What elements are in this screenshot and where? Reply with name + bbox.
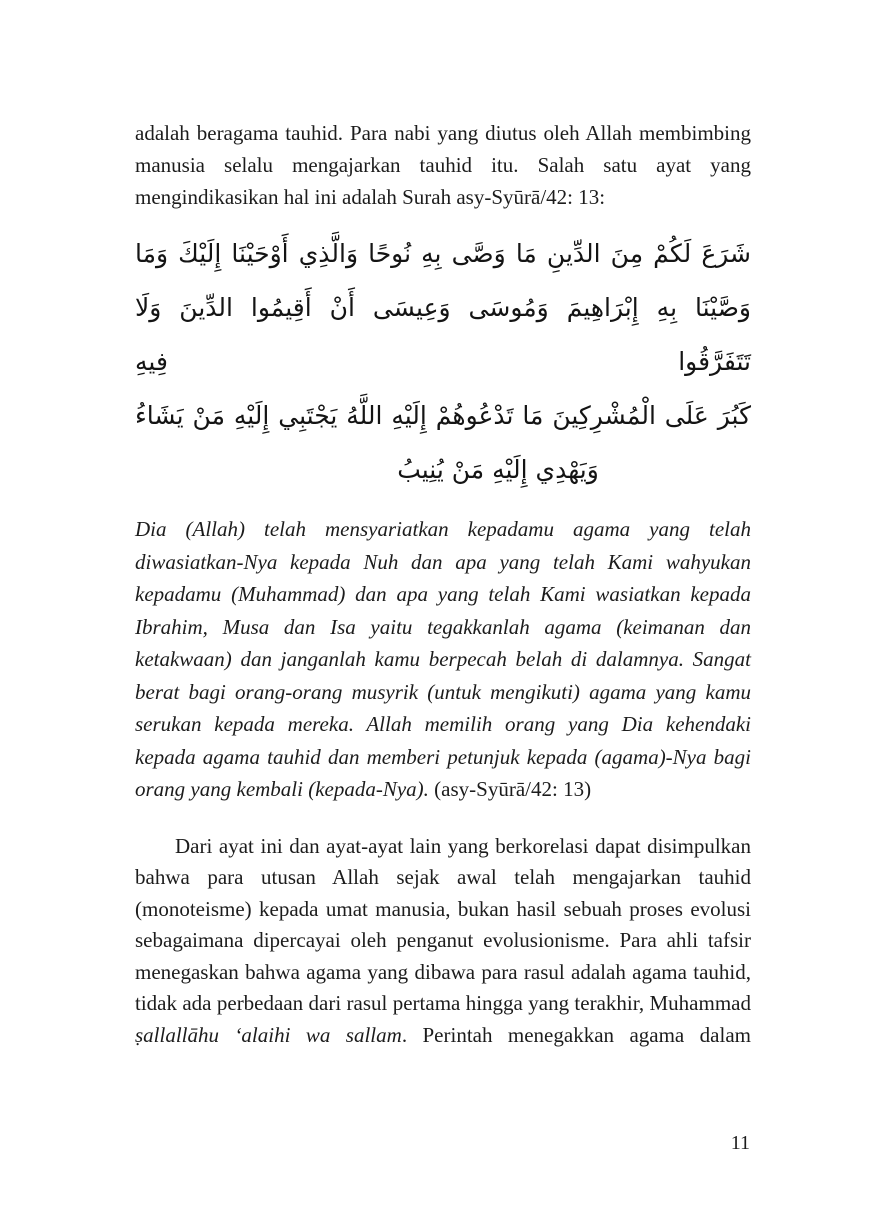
translation-italic-text: Dia (Allah) telah mensyariatkan kepadamu agama yang telah diwasiatkan-Nya kepada Nuh dan apa yang telah Kami wahyukan kepadamu (Muhammad) dan apa yang telah Kami wasiatkan kepada Ibrahim, Musa dan Isa yaitu tegakkanlah agama (keimanan dan ketakwaan) dan janganlah kamu berpecah belah di dalamnya. Sangat berat bagi orang-orang musyrik (untuk mengikuti) agama yang kamu serukan kepada mereka. Allah memilih orang yang Dia kehendaki kepada agama tauhid dan memberi petunjuk kepada (agama)-Nya bagi orang yang kembali (kepada-Nya). (135, 517, 751, 801)
arabic-verse-block (135, 227, 751, 497)
verse-reference: (asy-Syūrā/42: 13) (434, 777, 592, 801)
arabic-verse-line-2: وَصَّيْنَا بِهِ إِبْرَاهِيمَ وَمُوسَى وَعِيسَى أَنْ أَقِيمُوا الدِّينَ وَلَا تَتَفَرَّقُوا فِيهِ (135, 293, 751, 376)
arabic-verse-line-4: وَيَهْدِي إِلَيْهِ مَنْ يُنِيبُ (397, 455, 599, 484)
closing-paragraph-italic-phrase: ṣallallāhu ‘alaihi wa sallam (135, 1022, 402, 1047)
page-number: 11 (730, 1132, 750, 1154)
closing-paragraph-text-before: Dari ayat ini dan ayat-ayat lain yang berkorelasi dapat disimpulkan bahwa para utusan Allah sejak awal telah mengajarkan tauhid (monoteisme) kepada umat manusia, bukan hasil sebuah proses evolusi sebagaimana dipercayai oleh penganut evolusionisme. Para ahli tafsir menegaskan bahwa agama yang dibawa para rasul adalah agama tauhid, tidak ada perbedaan dari rasul pertama hingga yang terakhir, Muhammad (135, 833, 751, 1015)
arabic-verse-line-3: كَبُرَ عَلَى الْمُشْرِكِينَ مَا تَدْعُوهُمْ إِلَيْهِ اللَّهُ يَجْتَبِي إِلَيْهِ مَنْ يَشَاءُ (135, 401, 751, 430)
translation-paragraph (135, 513, 751, 806)
closing-paragraph-text-after: . Perintah menegakkan agama dalam (401, 1022, 751, 1047)
arabic-verse-line-1: شَرَعَ لَكُمْ مِنَ الدِّينِ مَا وَصَّى بِهِ نُوحًا وَالَّذِي أَوْحَيْنَا إِلَيْكَ وَمَا (135, 239, 751, 268)
intro-paragraph: adalah beragama tauhid. Para nabi yang diutus oleh Allah membimbing manusia selalu mengajarkan tauhid itu. Salah satu ayat yang mengindikasikan hal ini adalah Surah asy-Syūrā/42: 13: (135, 121, 751, 209)
text-column (135, 117, 751, 1051)
closing-paragraph (135, 831, 751, 1052)
